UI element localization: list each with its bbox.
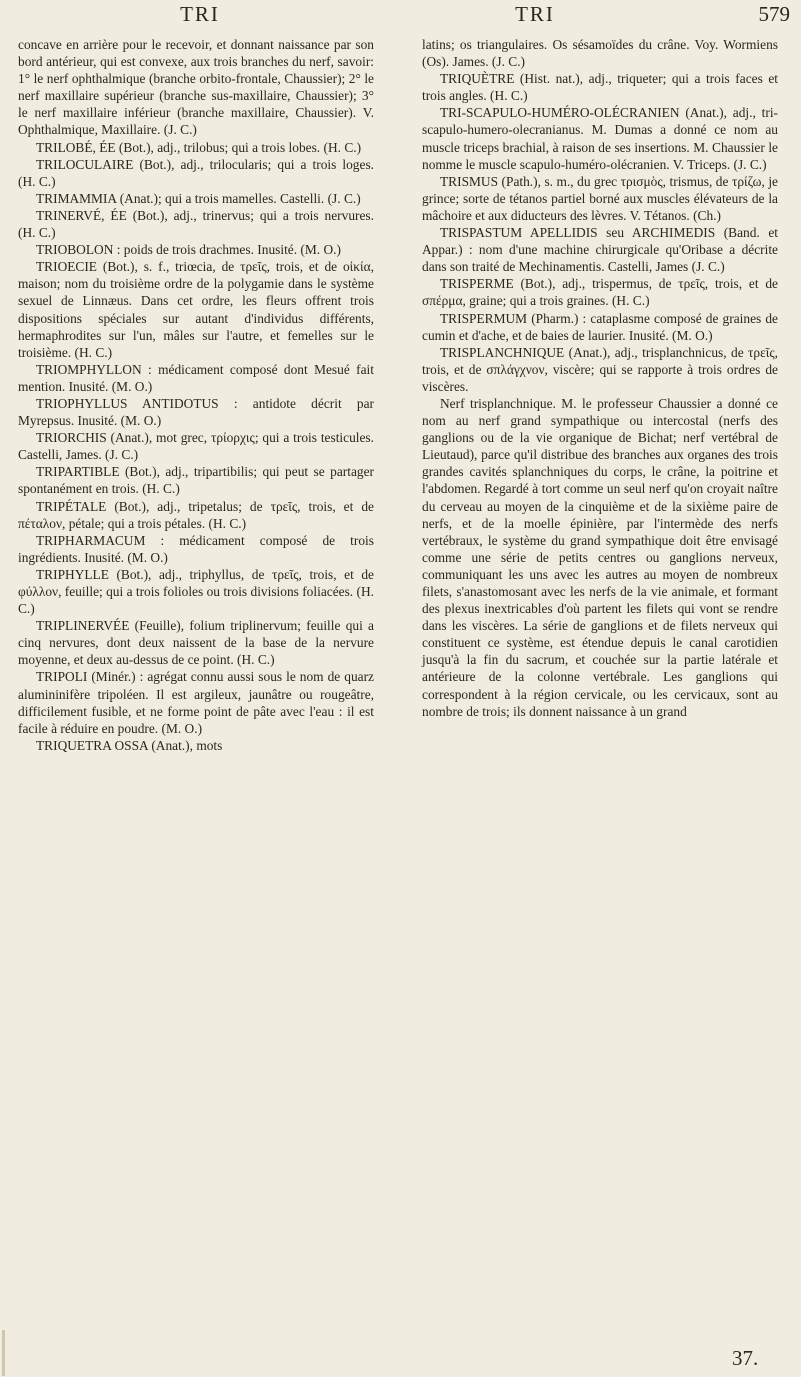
entry-paragraph: TRISPERMUM (Pharm.) : cataplasme composé de graines de cumin et d'ache, et de baies de laurier. Inusité. (M. O.) xyxy=(422,310,778,343)
entry-paragraph: TRIPHYLLE (Bot.), adj., triphyllus, de τρεῖς, trois, et de φύλλον, feuille; qui a trois folioles ou trois divisions foliacées. (H. C.) xyxy=(18,566,374,617)
entry-paragraph: latins; os triangulaires. Os sésamoïdes du crâne. Voy. Wormiens (Os). James. (J. C.) xyxy=(422,37,778,70)
entry-paragraph: TRIORCHIS (Anat.), mot grec, τρίορχις; qui a trois testicules. Castelli, James. (J. C.) xyxy=(18,430,374,463)
entry-paragraph: concave en arrière pour le recevoir, et donnant naissance par son bord antérieur, qui est convexe, aux trois branches du nerf, savoir: 1° le nerf ophthalmique (branche orbito-frontale, Chaussier); 2° le nerf maxillaire supérieur (branche sus-maxillaire, Chaussier); 3° le nerf maxillaire inférieur (branche maxillaire, Chaussier). V. Ophthalmique, Maxillaire. (J. C.) xyxy=(18,37,374,138)
left-column xyxy=(18,36,374,754)
entry-paragraph: TRIQUÈTRE (Hist. nat.), adj., triqueter; qui a trois faces et trois angles. (H. C.) xyxy=(422,71,778,104)
page-number: 579 xyxy=(758,2,790,26)
entry-paragraph: TRISMUS (Path.), s. m., du grec τρισμὸς, trismus, de τρίζω, je grince; sorte de tétanos partiel borné aux muscles élévateurs de la mâchoire et aux diducteurs des lèvres. V. Tétanos. (Ch.) xyxy=(422,173,778,223)
entry-paragraph: TRILOBÉ, ÉE (Bot.), adj., trilobus; qui a trois lobes. (H. C.) xyxy=(36,139,362,155)
right-column xyxy=(422,36,778,720)
entry-paragraph: TRIQUETRA OSSA (Anat.), mots xyxy=(36,737,223,753)
entry-paragraph: TRIPÉTALE (Bot.), adj., tripetalus; de τρεῖς, trois, et de πέταλον, pétale; qui a trois pétales. (H. C.) xyxy=(18,498,374,531)
entry-paragraph: TRIOECIE (Bot.), s. f., triœcia, de τρεῖς, trois, et de οἰκία, maison; nom du troisième ordre de la polygamie dans le système sexuel de Linnæus. Dans cet ordre, les fleurs offrent trois dispositions spéciales sur autant d'individus différents, hermaphrodites sur l'un, mâles sur l'autre, et femelles sur le troisième. (H. C.) xyxy=(18,259,374,360)
page-edge-shadow xyxy=(2,1330,5,1376)
right-running-head: TRI xyxy=(515,2,555,26)
entry-paragraph: TRIPHARMACUM : médicament composé de trois ingrédients. Inusité. (M. O.) xyxy=(18,532,374,565)
entry-paragraph: Nerf trisplanchnique. M. le professeur Chaussier a donné ce nom au nerf grand sympathique ou intercostal (nerfs des ganglions ou de la vie organique de Bichat; nerf vertébral de Lieutaud), parce qu'il distribue des branches aux organes des trois grandes cavités splanchniques du corps, le crâne, la poitrine et l'abdomen. Regardé à tort comme un seul nerf qu'on croyait naître du cerveau au moyen de la cinquième et de la sixième paire de nerfs, et de la moelle épinière, par l'intermède des nerfs vertébraux, le système du grand sympathique doit être envisagé comme une série de petits centres ou ganglions nerveux, communiquant les uns avec les autres au moyen de nombreux filets, s'anastomosant avec les nerfs de la vie animale, et formant des plexus inextricables d'où partent les filets qui vont se rendre dans les viscères. La série de ganglions et de filets nerveux qui constituent ce système, est étendue depuis le canal carotidien jusqu'à la fin du sacrum, et couchée sur la partie latérale et antérieure de la colonne vertébrale. Les ganglions qui correspondent à la région cervicale, ou les cervicaux, sont au nombre de trois; ils donnent naissance à un grand xyxy=(422,395,778,719)
entry-paragraph: TRIOPHYLLUS ANTIDOTUS : antidote décrit par Myrepsus. Inusité. (M. O.) xyxy=(18,395,374,429)
entry-paragraph: TRISPLANCHNIQUE (Anat.), adj., trisplanchnicus, de τρεῖς, trois, et de σπλάγχνον, viscère; qui se rapporte à trois ordres de viscères. xyxy=(422,344,778,394)
entry-paragraph: TRISPASTUM APELLIDIS seu ARCHIMEDIS (Band. et Appar.) : nom d'une machine chirurgicale qu'Oribase a décrite dans son traité de Mechinamentis. Castelli, James (J. C.) xyxy=(422,225,778,275)
entry-paragraph: TRIPLINERVÉE (Feuille), folium triplinervum; feuille qui a cinq nervures, dont deux naissent de la base de la nervure moyenne, et deux au-dessus de ce point. (H. C.) xyxy=(18,618,374,668)
signature-mark: 37. xyxy=(732,1346,759,1370)
entry-paragraph: TRIPOLI (Minér.) : agrégat connu aussi sous le nom de quarz alumininifère tripoléen. Il est argileux, jaunâtre ou rougeâtre, difficilement fusible, et ne forme point de pâte avec l'eau : il est facile à réduire en poudre. (M. O.) xyxy=(18,669,374,736)
left-running-head: TRI xyxy=(180,2,220,26)
entry-paragraph: TRISPERME (Bot.), adj., trispermus, de τρεῖς, trois, et de σπέρμα, graine; qui a trois graines. (H. C.) xyxy=(422,276,778,309)
entry-paragraph: TRIMAMMIA (Anat.); qui a trois mamelles. Castelli. (J. C.) xyxy=(36,190,361,206)
entry-paragraph: TRIPARTIBLE (Bot.), adj., tripartibilis; qui peut se partager spontanément en trois. (H. C.) xyxy=(18,464,374,497)
entry-paragraph: TRIOMPHYLLON : médicament composé dont Mesué fait mention. Inusité. (M. O.) xyxy=(18,361,374,394)
entry-paragraph: TRIOBOLON : poids de trois drachmes. Inusité. (M. O.) xyxy=(36,242,341,258)
entry-paragraph: TRILOCULAIRE (Bot.), adj., trilocularis; qui a trois loges. (H. C.) xyxy=(18,156,374,189)
entry-paragraph: TRI-SCAPULO-HUMÉRO-OLÉCRANIEN (Anat.), adj., tri-scapulo-humero-olecranianus. M. Dumas a donné ce nom au muscle triceps brachial, à raison de ses insertions. M. Chaussier le nomme le muscle scapulo-huméro-olécranien. V. Triceps. (J. C.) xyxy=(422,105,778,172)
entry-paragraph: TRINERVÉ, ÉE (Bot.), adj., trinervus; qui a trois nervures. (H. C.) xyxy=(18,207,374,241)
